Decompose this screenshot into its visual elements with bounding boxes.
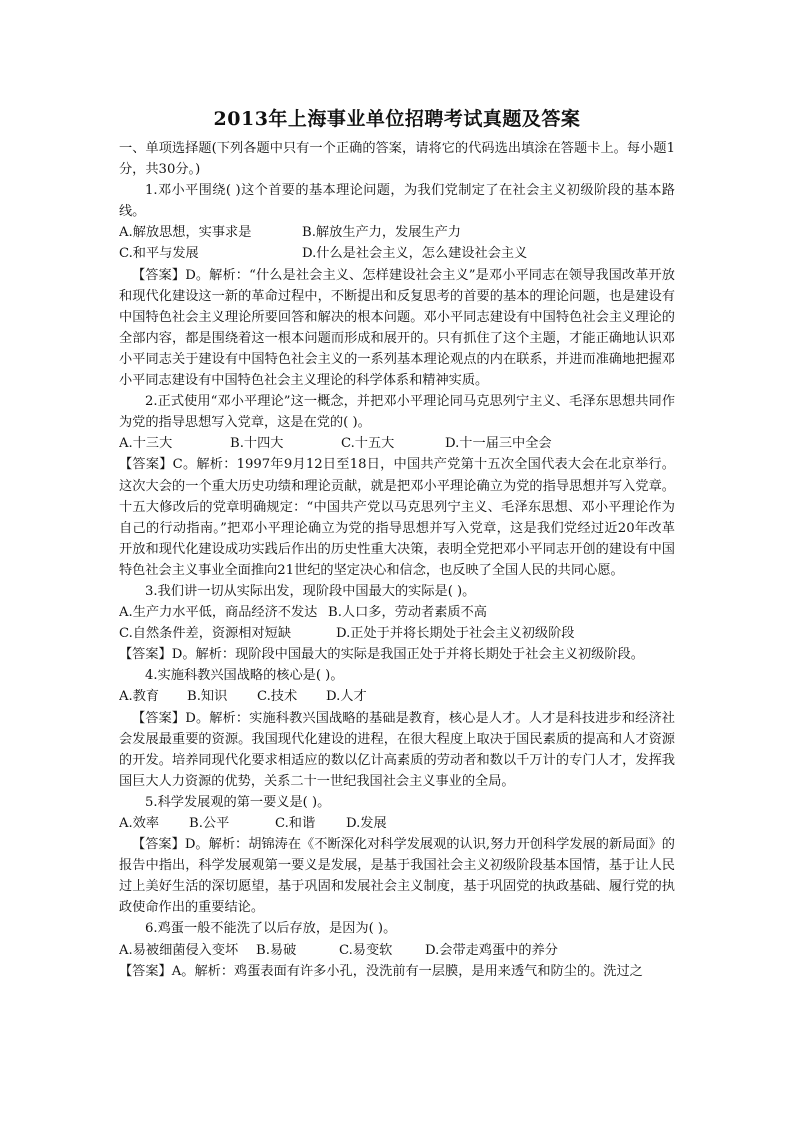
answer-explanation: 【答案】D。解析：胡锦涛在《不断深化对科学发展观的认识,努力开创科学发展的新局面》的报告中指出，科学发展观第一要义是发展，是基于我国社会主义初级阶段基本国情，基于让人民过上美好生活的深切愿望，基于巩固和发展社会主义制度，基于巩固党的执政基础、履行党的执政使命作出的重要结论。: [119, 837, 675, 916]
section-heading: 一、单项选择题(下列各题中只有一个正确的答案，请将它的代码选出填涂在答题卡上。每小题1分，共30分。): [119, 141, 675, 178]
option-d: D.会带走鸡蛋中的养分: [425, 942, 558, 958]
option-row: [119, 813, 675, 834]
option-d: D.什么是社会主义，怎么建设社会主义: [302, 246, 528, 262]
option-row: [119, 602, 675, 623]
answer-explanation: 【答案】C。解析：1997年9月12日至18日，中国共产党第十五次全国代表大会在北京举行。这次大会的一个重大历史功绩和理论贡献，就是把邓小平理论确立为党的指导思想并写入党章。十五大修改后的党章明确规定：“中国共产党以马克思列宁主义、毛泽东思想、邓小平理论作为自己的行动指南。”把邓小平理论确立为党的指导思想并写入党章，这是我们党经过近20年改革开放和现代化建设成功实践后作出的历史性重大决策，表明全党把邓小平同志开创的建设有中国特色社会主义事业全面推向21世纪的坚定决心和信念，也反映了全国人民的共同心愿。: [119, 457, 675, 578]
option-b: B.知识: [187, 689, 228, 705]
question-stem: 3.我们讲一切从实际出发，现阶段中国最大的实际是( )。: [145, 583, 476, 599]
question-stem: 5.科学发展观的第一要义是( )。: [145, 794, 331, 810]
option-d: D.正处于并将长期处于社会主义初级阶段: [336, 626, 575, 642]
option-c: C.和平与发展: [119, 246, 199, 262]
question-stem: 6.鸡蛋一般不能洗了以后存放，是因为( )。: [145, 921, 397, 937]
option-a: A.效率: [119, 816, 160, 831]
document-body: [119, 138, 675, 982]
option-c: C.技术: [257, 689, 298, 705]
answer-explanation: 【答案】D。解析：现阶段中国最大的实际是我国正处于并将长期处于社会主义初级阶段。: [119, 647, 644, 663]
option-row: [119, 686, 675, 707]
option-b: B.十四大: [230, 436, 284, 452]
option-a: A.易被细菌侵入变坏: [119, 942, 239, 958]
option-row: [119, 243, 675, 264]
option-a: A.十三大: [119, 436, 173, 452]
answer-explanation: 【答案】D。解析：实施科教兴国战略的基础是教育，核心是人才。人才是科技进步和经济社会发展最重要的资源。我国现代化建设的进程，在很大程度上取决于国民素质的提高和人才资源的开发。培养同现代化要求相适应的数以亿计高素质的劳动者和数以千万计的专门人才，发挥我国巨大人力资源的优势，关系二十一世纪我国社会主义事业的全局。: [119, 710, 675, 789]
option-a: A.教育: [119, 689, 160, 705]
option-a: A.解放思想，实事求是: [119, 225, 252, 241]
question-stem: 2.正式使用“邓小平理论”这一概念，并把邓小平理论同马克思列宁主义、毛泽东思想共同作为党的指导思想写入党章，这是在党的( )。: [119, 394, 675, 431]
option-row: [119, 623, 675, 644]
option-b: B.公平: [189, 816, 230, 831]
option-d: D.发展: [346, 816, 387, 831]
option-b: B.解放生产力，发展生产力: [302, 225, 461, 241]
option-row: [119, 940, 675, 961]
answer-explanation: 【答案】D。解析：“什么是社会主义、怎样建设社会主义”是邓小平同志在领导我国改革开放和现代化建设这一新的革命过程中，不断提出和反复思考的首要的基本的理论问题，也是建设有中国特色社会主义理论所要回答和解决的根本问题。邓小平同志建设有中国特色社会主义理论的全部内容，都是围绕着这一根本问题而形成和展开的。只有抓住了这个主题，才能正确地认识邓小平同志关于建设有中国特色社会主义的一系列基本理论观点的内在联系，并进而准确地把握邓小平同志建设有中国特色社会主义理论的科学体系和精神实质。: [119, 267, 675, 389]
option-c: C.易变软: [339, 942, 393, 958]
option-d: D.十一届三中全会: [445, 436, 552, 452]
option-a: A.生产力水平低，商品经济不发达: [119, 605, 318, 621]
option-d: D.人才: [326, 689, 367, 705]
option-c: C.十五大: [341, 436, 395, 452]
document-title: 2013年上海事业单位招聘考试真题及答案: [213, 108, 581, 130]
question-stem: 1.邓小平围绕( )这个首要的基本理论问题，为我们党制定了在社会主义初级阶段的基本路线。: [119, 183, 675, 220]
option-c: C.自然条件差，资源相对短缺: [119, 626, 292, 642]
option-row: [119, 433, 675, 454]
option-b: B.人口多，劳动者素质不高: [328, 605, 487, 621]
answer-explanation: 【答案】A。解析：鸡蛋表面有许多小孔，没洗前有一层膜，是用来透气和防尘的。洗过之: [119, 963, 643, 979]
question-stem: 4.实施科教兴国战略的核心是( )。: [145, 668, 344, 684]
option-b: B.易破: [256, 942, 297, 958]
option-row: [119, 222, 675, 243]
option-c: C.和谐: [275, 816, 316, 831]
